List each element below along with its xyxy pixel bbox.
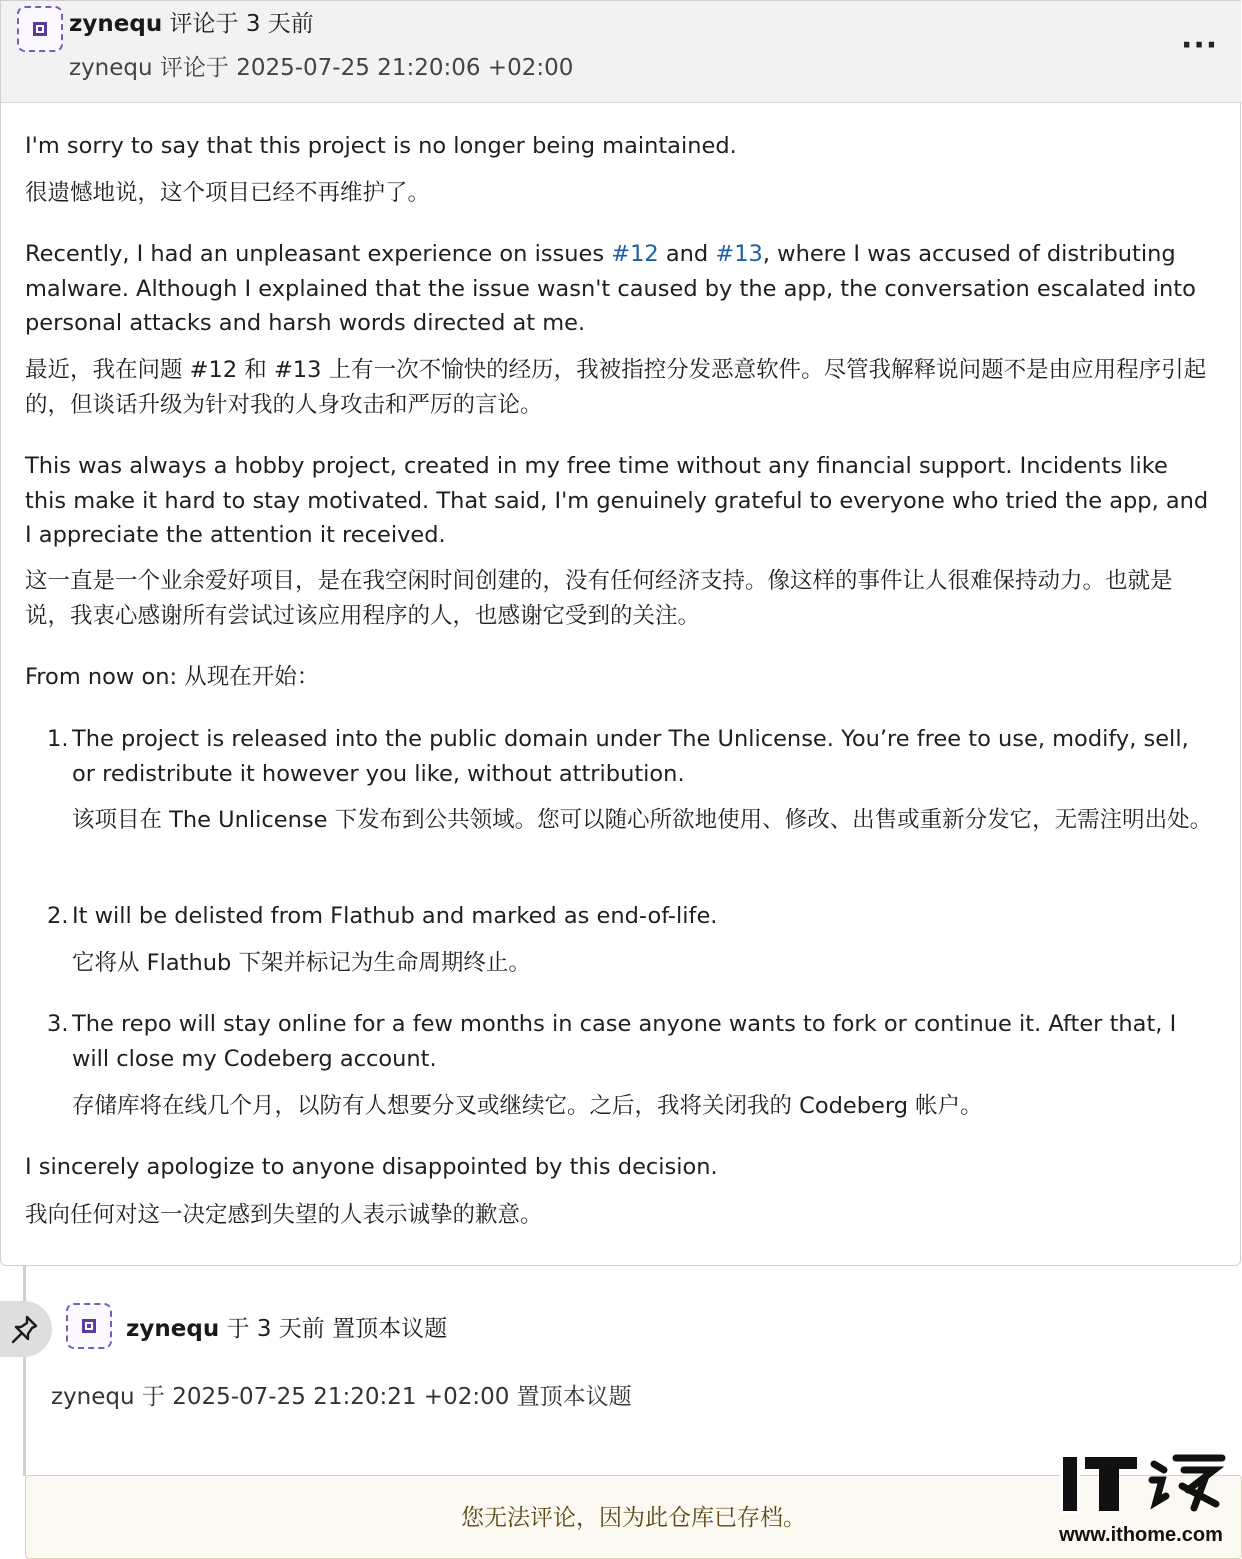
- author-link[interactable]: zynequ: [69, 11, 163, 37]
- closing-zh: 我向任何对这一决定感到失望的人表示诚挚的歉意。: [25, 1202, 543, 1228]
- comment-meta-absolute: zynequ 评论于 2025-07-25 21:20:06 +02:00: [69, 55, 574, 81]
- ithome-watermark: [1056, 1446, 1236, 1554]
- list-item-3-zh: 存储库将在线几个月，以防有人想要分叉或继续它。之后，我将关闭我的 Codeberg 帐户。: [72, 1093, 983, 1119]
- paragraph-4: From now on: 从现在开始：: [25, 664, 320, 690]
- paragraph-2-en: [25, 237, 1216, 341]
- paragraph-2-zh: 最近，我在问题 #12 和 #13 上有一次不愉快的经历，我被指控分发恶意软件。尽管我解释说问题不是由应用程序引起的，但谈话升级为针对我的人身攻击和严厉的言论。: [25, 357, 1207, 418]
- watermark-url: www.ithome.com: [1059, 1524, 1223, 1546]
- issue-link-12[interactable]: #12: [611, 241, 659, 267]
- pin-event-action: 于 3 天前 置顶本议题: [219, 1316, 448, 1342]
- avatar-glyph-icon: [82, 1319, 96, 1333]
- avatar-glyph-icon: [33, 22, 47, 36]
- paragraph-3-zh: 这一直是一个业余爱好项目，是在我空闲时间创建的，没有任何经济支持。像这样的事件让人很难保持动力。也就是说，我衷心感谢所有尝试过该应用程序的人，也感谢它受到的关注。: [25, 568, 1173, 629]
- paragraph-1-en: I'm sorry to say that this project is no longer being maintained.: [25, 133, 737, 159]
- ithome-logo-icon: [1056, 1446, 1236, 1524]
- pin-event-avatar[interactable]: [66, 1303, 112, 1349]
- avatar[interactable]: [17, 6, 63, 52]
- list-number-1: 1.: [47, 726, 69, 752]
- pin-event-absolute: zynequ 于 2025-07-25 21:20:21 +02:00 置顶本议题: [51, 1384, 632, 1410]
- list-number-3: 3.: [47, 1011, 69, 1037]
- comment-header: [1, 1, 1241, 103]
- timeline-line: [23, 1266, 26, 1476]
- pin-event-relative: [126, 1313, 447, 1345]
- closing-en: I sincerely apologize to anyone disappointed by this decision.: [25, 1154, 718, 1180]
- list-item-1-zh: 该项目在 The Unlicense 下发布到公共领域。您可以随心所欲地使用、修改、出售或重新分发它，无需注明出处。: [72, 807, 1213, 833]
- paragraph-2-en-c: , where I was accused of distributing malware. Although I explained that the issue wasn't caused by the app, the conversation escalated into personal attacks and harsh words directed at me.: [25, 241, 1196, 336]
- paragraph-1-zh: 很遗憾地说，这个项目已经不再维护了。: [25, 180, 431, 206]
- list-item-3-en: The repo will stay online for a few months in case anyone wants to fork or continue it. After that, I will close my Codeberg account.: [72, 1011, 1177, 1072]
- pin-icon: [0, 1301, 52, 1357]
- pin-event-author[interactable]: zynequ: [126, 1316, 220, 1342]
- comment-meta-relative: [69, 9, 314, 39]
- comment-relative-time: 评论于 3 天前: [162, 11, 314, 37]
- paragraph-3-en: This was always a hobby project, created in my free time without any financial support. Incidents like this make it hard to stay motivated. That said, I'm genuinely grateful to everyone who tried the app, and I appreciate the attention it received.: [25, 453, 1209, 548]
- list-item-1-en: The project is released into the public domain under The Unlicense. You’re free to use, modify, sell, or redistribute it however you like, without attribution.: [72, 726, 1189, 787]
- paragraph-2-en-b: and: [658, 241, 716, 267]
- list-item-2-zh: 它将从 Flathub 下架并标记为生命周期终止。: [72, 950, 531, 976]
- list-item-2-en: It will be delisted from Flathub and marked as end-of-life.: [72, 903, 718, 929]
- issue-link-13[interactable]: #13: [715, 241, 763, 267]
- list-number-2: 2.: [47, 903, 69, 929]
- paragraph-2-en-a: Recently, I had an unpleasant experience on issues: [25, 241, 612, 267]
- pin-badge: [0, 1301, 52, 1357]
- more-horizontal-icon[interactable]: ···: [1181, 28, 1219, 63]
- archived-notice-text: 您无法评论，因为此仓库已存档。: [461, 1505, 806, 1531]
